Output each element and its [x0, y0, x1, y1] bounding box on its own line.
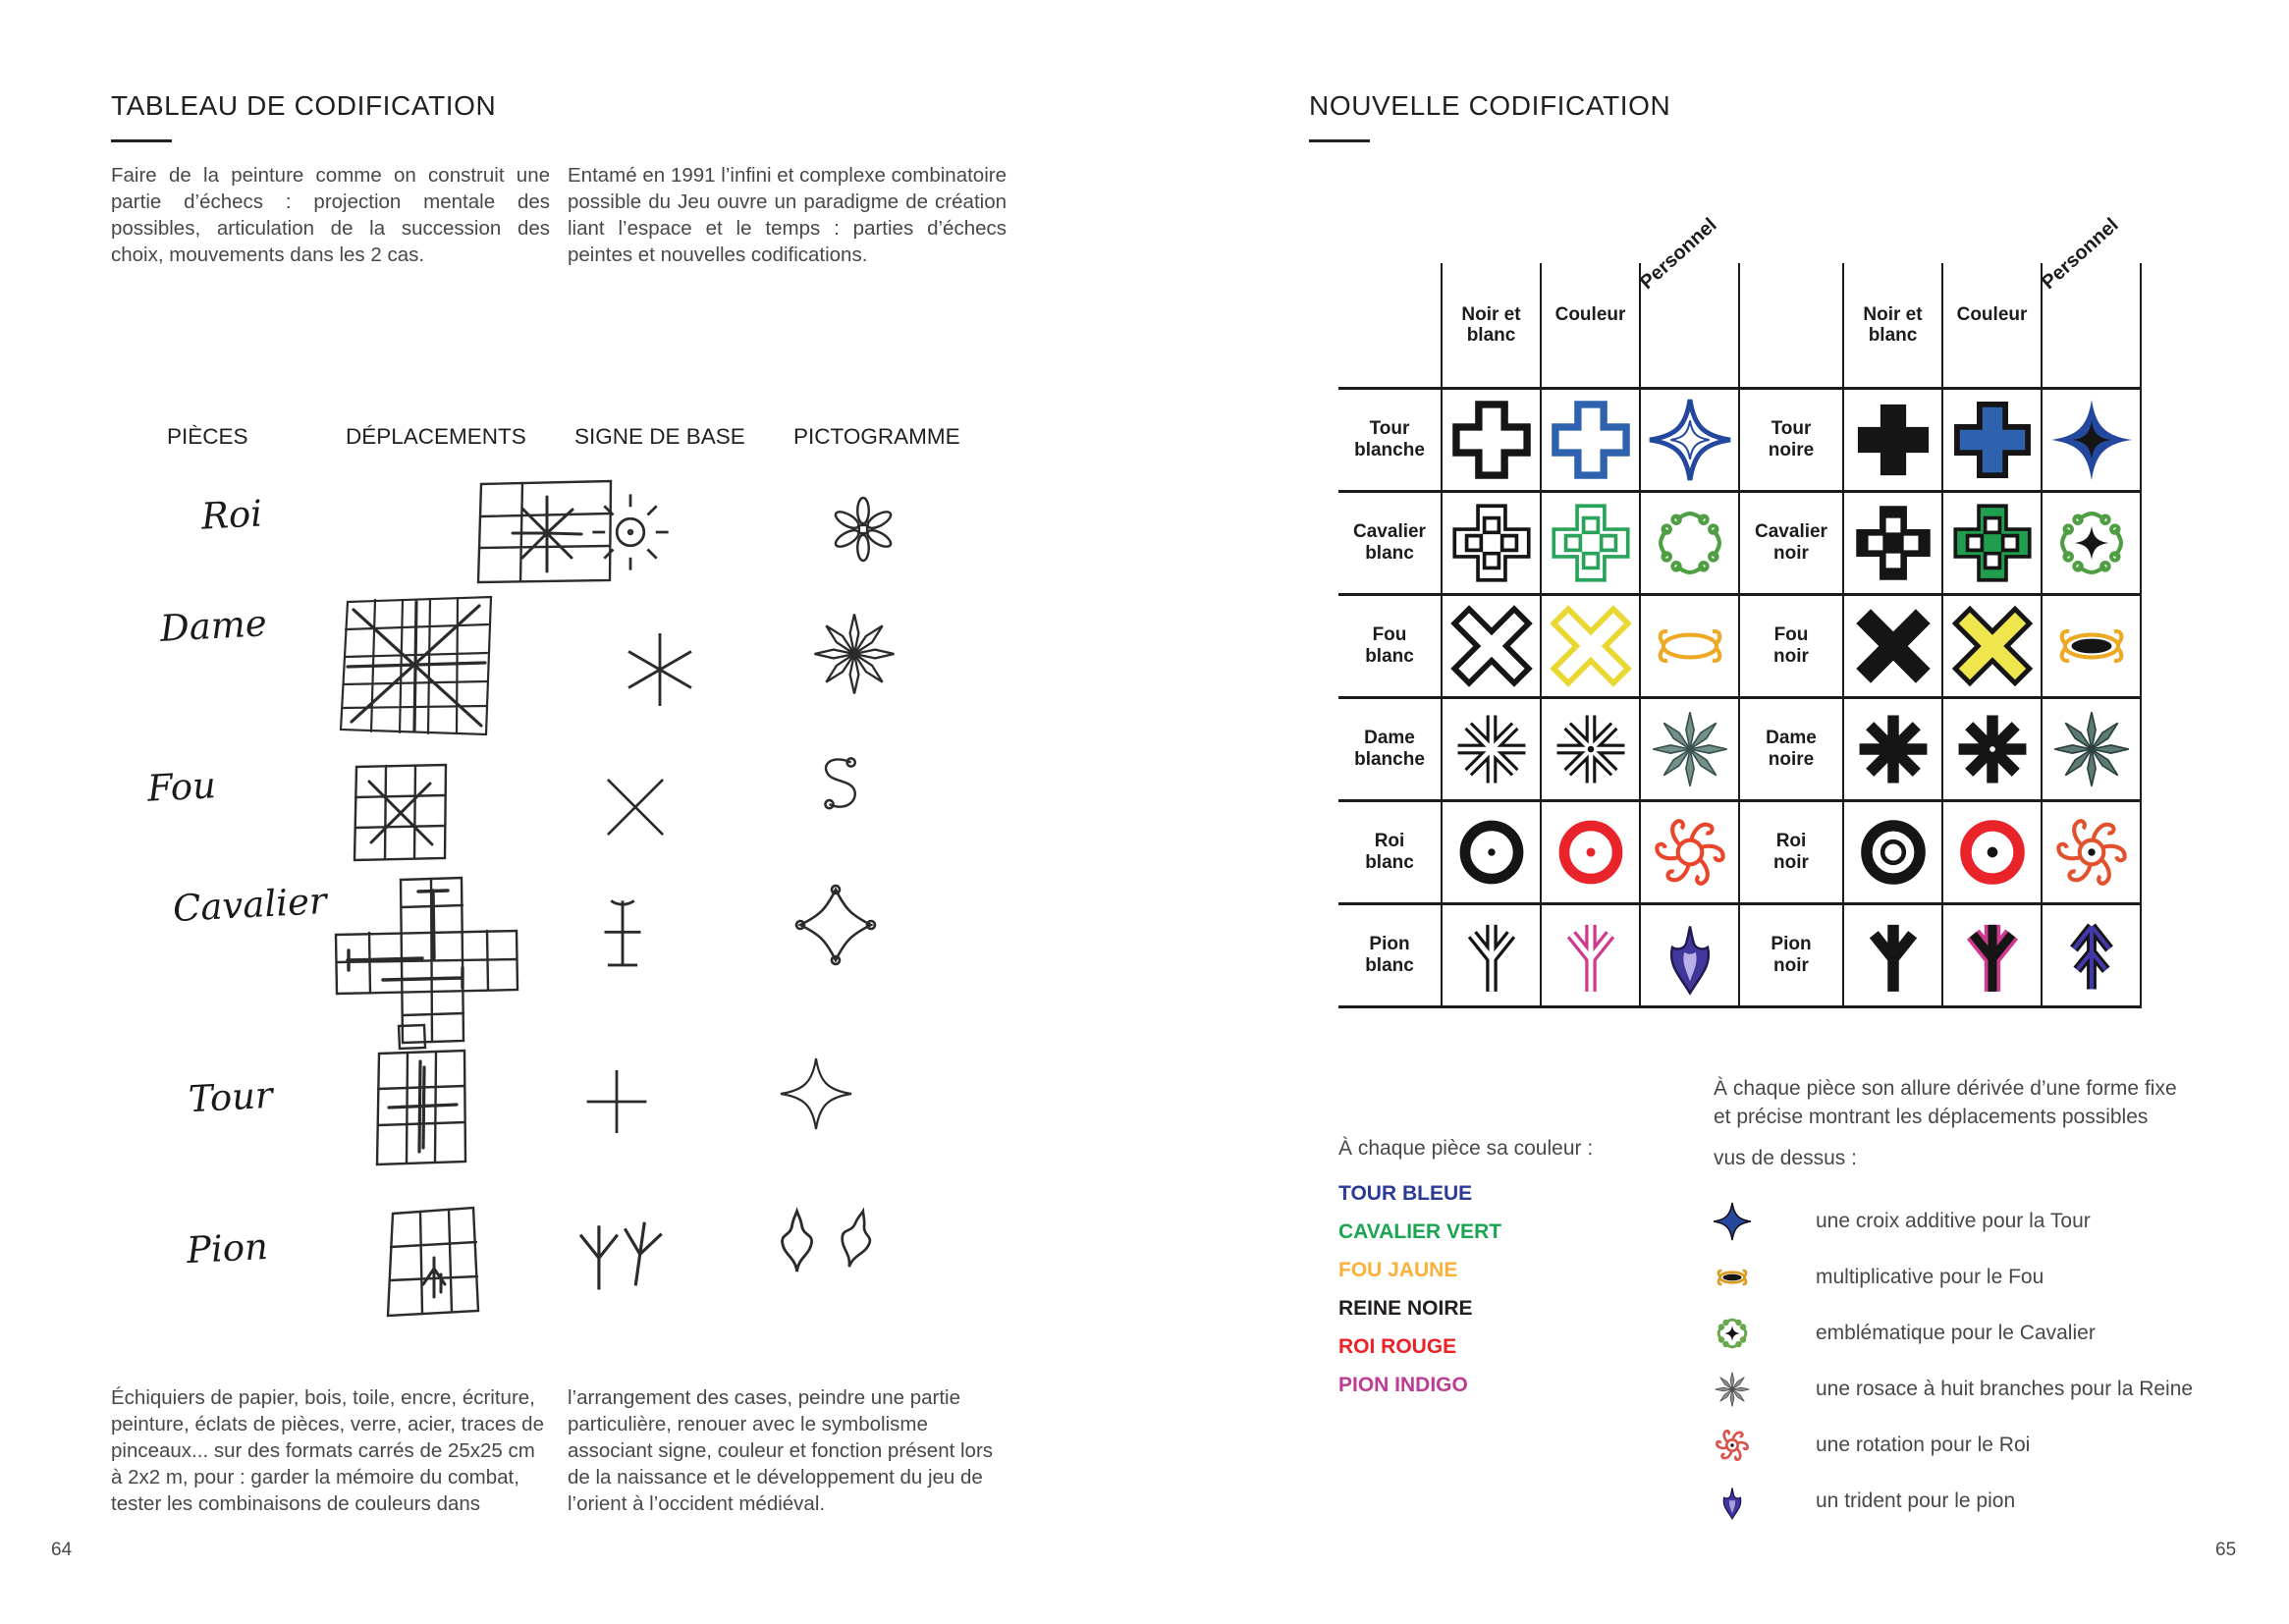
cavalier-noir-noir-et-blanc-icon — [1844, 493, 1943, 596]
star4-outline-icon — [781, 1056, 851, 1136]
tour-blanche-personnel-icon — [1641, 390, 1740, 493]
roi-blanc-noir-et-blanc-icon — [1443, 802, 1542, 905]
column-header-empty — [1338, 263, 1443, 390]
piece-label-cavalier-blanc: Cavalier blanc — [1338, 493, 1443, 596]
piece-name-tour: Tour — [187, 1073, 274, 1121]
tour-blanche-couleur-icon — [1542, 390, 1641, 493]
reine-rosace-icon — [1714, 1371, 1816, 1408]
left-outro-col2: l’arrangement des cases, peindre une partie particulière, renouer avec le symbolisme associant signe, couleur et fonction présent lors de la naissance et le développement du jeu de l’orient à l’occident médiéval. — [568, 1386, 994, 1515]
fou-noir-personnel-icon — [2043, 596, 2142, 699]
pion-noir-personnel-icon — [2043, 905, 2142, 1008]
tour-deplacements-sketch — [363, 1024, 473, 1176]
column-header-couleur: Couleur — [1943, 263, 2043, 390]
pion-trident-icon — [1714, 1483, 1816, 1520]
page-number-left: 64 — [51, 1540, 73, 1560]
cavalier-blanc-noir-et-blanc-icon — [1443, 493, 1542, 596]
dame-blanche-personnel-icon — [1641, 699, 1740, 802]
tour-star-icon — [1714, 1203, 1816, 1240]
piece-label-pion-noir: Pion noir — [1740, 905, 1844, 1008]
tour-noire-personnel-icon — [2043, 390, 2142, 493]
fou-blanc-noir-et-blanc-icon — [1443, 596, 1542, 699]
piece-label-fou-noir: Fou noir — [1740, 596, 1844, 699]
allure-caption: À chaque pièce son allure dérivée d’une forme fixe et précise montrant les déplacements possibles — [1714, 1077, 2177, 1128]
page-number-right: 65 — [2215, 1540, 2237, 1560]
legend-item — [1714, 1249, 2193, 1305]
piece-name-fou: Fou — [145, 764, 217, 810]
left-title-rule — [111, 139, 172, 142]
tour-noire-noir-et-blanc-icon — [1844, 390, 1943, 493]
dame-noire-noir-et-blanc-icon — [1844, 699, 1943, 802]
color-entry-roi-rouge: ROI ROUGE — [1338, 1335, 1457, 1358]
legend-item — [1714, 1473, 2193, 1529]
column-header-pictogramme: PICTOGRAMME — [793, 424, 960, 449]
legend-label: une rotation pour le Roi — [1816, 1433, 2031, 1456]
roi-noir-noir-et-blanc-icon — [1844, 802, 1943, 905]
piece-label-fou-blanc: Fou blanc — [1338, 596, 1443, 699]
piece-name-roi: Roi — [199, 492, 264, 538]
piece-label-tour-blanche: Tour blanche — [1338, 390, 1443, 493]
right-page-title: NOUVELLE CODIFICATION — [1309, 90, 1671, 121]
scroll-s-icon — [800, 749, 881, 839]
sun-icon — [585, 487, 676, 582]
x-cross-icon — [597, 769, 674, 850]
left-page-title: TABLEAU DE CODIFICATION — [111, 90, 497, 121]
left-outro-col1: Échiquiers de papier, bois, toile, encre, écriture, peinture, éclats de pièces, verre, acier, traces de pinceaux... sur des formats carrés de 25x25 cm à 2x2 m, pour : garder la mémoire du combat, tester les combinaisons de couleurs dans — [111, 1386, 544, 1515]
piece-label-dame-noire: Dame noire — [1740, 699, 1844, 802]
column-header-couleur: Couleur — [1542, 263, 1641, 390]
cavalier-noir-couleur-icon — [1943, 493, 2043, 596]
rosette-outline-icon — [811, 609, 898, 704]
legend-item — [1714, 1305, 2193, 1361]
piece-label-dame-blanche: Dame blanche — [1338, 699, 1443, 802]
asterisk-icon — [619, 624, 701, 720]
tour-noire-couleur-icon — [1943, 390, 2043, 493]
column-header-signe-de-base: SIGNE DE BASE — [574, 424, 745, 449]
flower-icon — [823, 487, 903, 576]
vus-de-dessus-caption: vus de dessus : — [1714, 1147, 1857, 1169]
legend-label: un trident pour le pion — [1816, 1489, 2016, 1512]
fou-blanc-personnel-icon — [1641, 596, 1740, 699]
legend-label: multiplicative pour le Fou — [1816, 1265, 2044, 1288]
trident-pair-icon — [572, 1211, 670, 1310]
legend-label: une croix additive pour la Tour — [1816, 1209, 2091, 1232]
color-list — [1338, 1174, 1501, 1404]
fou-blanc-couleur-icon — [1542, 596, 1641, 699]
roi-noir-personnel-icon — [2043, 802, 2142, 905]
cavalier-blanc-couleur-icon — [1542, 493, 1641, 596]
piece-label-tour-noire: Tour noire — [1740, 390, 1844, 493]
column-header-deplacements: DÉPLACEMENTS — [346, 424, 526, 449]
column-header-empty — [1740, 263, 1844, 390]
pion-blanc-couleur-icon — [1542, 905, 1641, 1008]
legend-item — [1714, 1361, 2193, 1417]
pion-blanc-personnel-icon — [1641, 905, 1740, 1008]
legend-label: emblématique pour le Cavalier — [1816, 1321, 2096, 1344]
legend-label: une rosace à huit branches pour la Reine — [1816, 1377, 2194, 1400]
dame-blanche-noir-et-blanc-icon — [1443, 699, 1542, 802]
left-intro-col1: Faire de la peinture comme on construit une partie d’échecs : projection mentale des possibles, articulation de la succession des choix, mouvements dans les 2 cas. — [111, 164, 550, 266]
dame-blanche-couleur-icon — [1542, 699, 1641, 802]
dame-deplacements-sketch — [336, 592, 498, 744]
column-header-personnel: Personnel — [1641, 263, 1740, 390]
pion-blanc-noir-et-blanc-icon — [1443, 905, 1542, 1008]
column-header-pieces: PIÈCES — [167, 424, 248, 449]
fou-lens-icon — [1714, 1259, 1816, 1296]
cavalier-blanc-personnel-icon — [1641, 493, 1740, 596]
roi-noir-couleur-icon — [1943, 802, 2043, 905]
piece-label-pion-blanc: Pion blanc — [1338, 905, 1443, 1008]
piece-label-roi-blanc: Roi blanc — [1338, 802, 1443, 905]
roi-blanc-couleur-icon — [1542, 802, 1641, 905]
fou-deplacements-sketch — [344, 756, 457, 874]
pion-noir-noir-et-blanc-icon — [1844, 905, 1943, 1008]
pion-noir-couleur-icon — [1943, 905, 2043, 1008]
roi-rotation-icon — [1714, 1427, 1816, 1464]
tour-blanche-noir-et-blanc-icon — [1443, 390, 1542, 493]
color-entry-fou-jaune: FOU JAUNE — [1338, 1259, 1458, 1281]
column-header-noir-et-blanc: Noir et blanc — [1443, 263, 1542, 390]
column-header-noir-et-blanc: Noir et blanc — [1844, 263, 1943, 390]
bird-pair-icon — [756, 1198, 894, 1289]
dame-noire-personnel-icon — [2043, 699, 2142, 802]
legend-item — [1714, 1417, 2193, 1473]
shape-legend — [1714, 1193, 2193, 1529]
dame-noire-couleur-icon — [1943, 699, 2043, 802]
color-entry-tour-bleue: TOUR BLEUE — [1338, 1182, 1473, 1205]
right-title-rule — [1309, 139, 1370, 142]
anchor-cross-icon — [581, 887, 664, 986]
color-caption: À chaque pièce sa couleur : — [1338, 1137, 1594, 1160]
plus-cross-icon — [577, 1060, 656, 1148]
legend-item — [1714, 1193, 2193, 1249]
piece-label-roi-noir: Roi noir — [1740, 802, 1844, 905]
piece-name-pion: Pion — [185, 1224, 269, 1272]
color-entry-pion-indigo: PION INDIGO — [1338, 1374, 1468, 1396]
roi-blanc-personnel-icon — [1641, 802, 1740, 905]
cavalier-noir-personnel-icon — [2043, 493, 2142, 596]
piece-label-cavalier-noir: Cavalier noir — [1740, 493, 1844, 596]
piece-name-cavalier: Cavalier — [171, 879, 328, 931]
diamond-curl-icon — [787, 872, 885, 983]
color-entry-reine-noire: REINE NOIRE — [1338, 1297, 1473, 1320]
piece-name-dame: Dame — [158, 602, 268, 650]
cavalier-emblem-icon — [1714, 1315, 1816, 1352]
color-entry-cavalier-vert: CAVALIER VERT — [1338, 1220, 1502, 1243]
fou-noir-couleur-icon — [1943, 596, 2043, 699]
codification-table — [1338, 213, 2142, 1008]
fou-noir-noir-et-blanc-icon — [1844, 596, 1943, 699]
left-intro-col2: Entamé en 1991 l’infini et complexe combinatoire possible du Jeu ouvre un paradigme de création liant l’espace et le temps : parties d’échecs peintes et nouvelles codifications. — [568, 164, 1007, 266]
pion-deplacements-sketch — [378, 1204, 484, 1325]
column-header-personnel: Personnel — [2043, 263, 2142, 390]
